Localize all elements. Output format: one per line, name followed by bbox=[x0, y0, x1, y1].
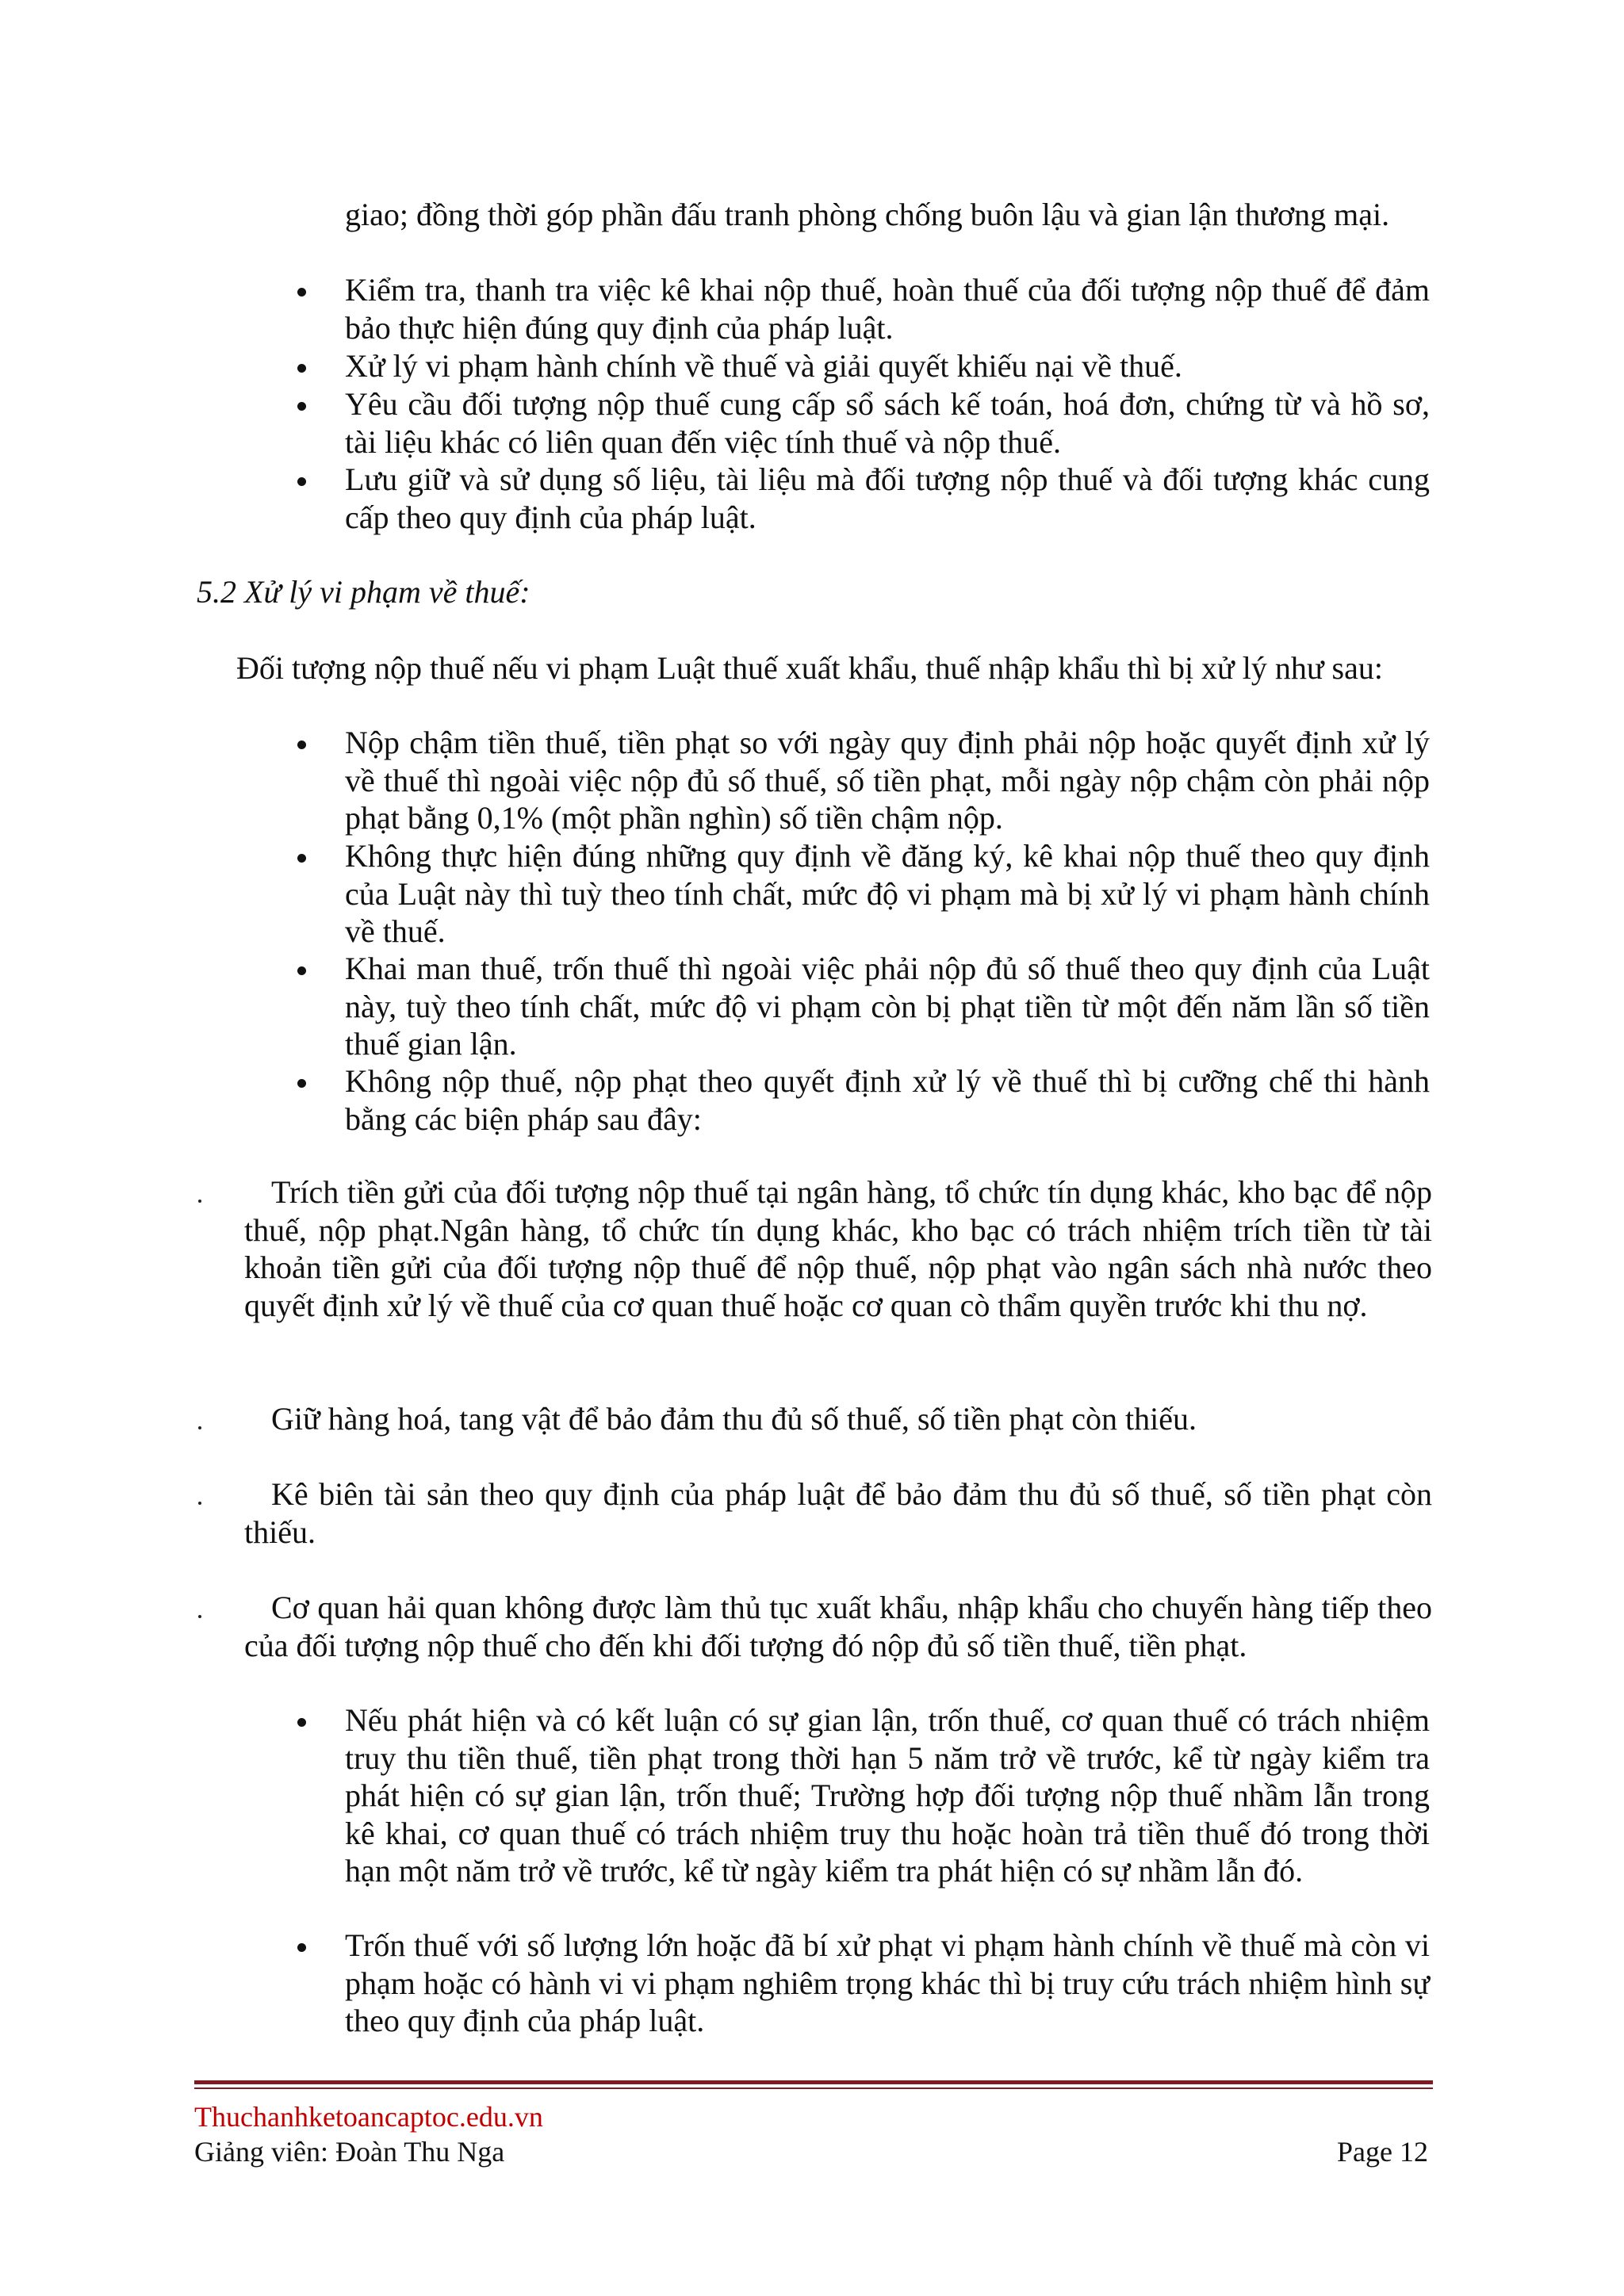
bullet-icon bbox=[297, 364, 306, 373]
measure-item: Cơ quan hải quan không được làm thủ tục xuất khẩu, nhập khẩu cho chuyến hàng tiếp theo của đối tượng nộp thuế cho đến khi đối tượng đó nộp đủ số tiền thuế, tiền phạt. bbox=[244, 1590, 1432, 1663]
footer-rule-thin bbox=[194, 2087, 1433, 2089]
bullet-icon bbox=[297, 966, 306, 975]
bullet-icon bbox=[297, 402, 306, 411]
intro-paragraph: Đối tượng nộp thuế nếu vi phạm Luật thuế xuất khẩu, thuế nhập khẩu thì bị xử lý như sau: bbox=[236, 650, 1383, 686]
section-heading: 5.2 Xử lý vi phạm về thuế: bbox=[197, 574, 530, 610]
list-item: Xử lý vi phạm hành chính về thuế và giải quyết khiếu nại về thuế. bbox=[345, 348, 1182, 384]
list-item: Không thực hiện đúng những quy định về đăng ký, kê khai nộp thuế theo quy định của Luật này thì tuỳ theo tính chất, mức độ vi phạm mà bị xử lý vi phạm hành chính về thuế. bbox=[345, 838, 1430, 949]
page-number: Page 12 bbox=[1337, 2136, 1428, 2168]
footer-lecturer: Giảng viên: Đoàn Thu Nga bbox=[194, 2136, 505, 2168]
bullet-icon bbox=[297, 477, 306, 486]
list-item: Lưu giữ và sử dụng số liệu, tài liệu mà đối tượng nộp thuế và đối tượng khác cung cấp theo quy định của pháp luật. bbox=[345, 461, 1430, 535]
continuation-paragraph: giao; đồng thời góp phần đấu tranh phòng chống buôn lậu và gian lận thương mại. bbox=[345, 197, 1390, 232]
list-item: Kiểm tra, thanh tra việc kê khai nộp thuế, hoàn thuế của đối tượng nộp thuế để đảm bảo thực hiện đúng quy định của pháp luật. bbox=[345, 272, 1430, 346]
footer-website-link[interactable]: Thuchanhketoancaptoc.edu.vn bbox=[194, 2101, 543, 2133]
measure-item: Giữ hàng hoá, tang vật để bảo đảm thu đủ số thuế, số tiền phạt còn thiếu. bbox=[271, 1401, 1197, 1437]
measure-item: Kê biên tài sản theo quy định của pháp luật để bảo đảm thu đủ số thuế, số tiền phạt còn thiếu. bbox=[244, 1476, 1432, 1550]
list-item: Trốn thuế với số lượng lớn hoặc đã bí xử phạt vi phạm hành chính về thuế mà còn vi phạm hoặc có hành vi vi phạm nghiêm trọng khác thì bị truy cứu trách nhiệm hình sự theo quy định của pháp luật. bbox=[345, 1927, 1430, 2038]
list-item: Nếu phát hiện và có kết luận có sự gian lận, trốn thuế, cơ quan thuế có trách nhiệm truy thu tiền thuế, tiền phạt trong thời hạn 5 năm trở về trước, kể từ ngày kiểm tra phát hiện có sự gian lận, trốn thuế; Trường hợp đối tượng nộp thuế nhầm lẫn trong kê khai, cơ quan thuế có trách nhiệm truy thu hoặc hoàn trả tiền thuế đó trong thời hạn một năm trở về trước, kể từ ngày kiểm tra phát hiện có sự nhầm lẫn đó. bbox=[345, 1702, 1430, 1888]
list-item: Nộp chậm tiền thuế, tiền phạt so với ngày quy định phải nộp hoặc quyết định xử lý về thuế thì ngoài việc nộp đủ số thuế, số tiền phạt, mỗi ngày nộp chậm còn phải nộp phạt bằng 0,1% (một phần nghìn) số tiền chậm nộp. bbox=[345, 725, 1430, 836]
middle-dot-icon bbox=[198, 1200, 201, 1203]
middle-dot-icon bbox=[198, 1502, 201, 1505]
bullet-icon bbox=[297, 854, 306, 863]
list-item: Khai man thuế, trốn thuế thì ngoài việc phải nộp đủ số thuế theo quy định của Luật này, tuỳ theo tính chất, mức độ vi phạm còn bị phạt tiền từ một đến năm lần số tiền thuế gian lận. bbox=[345, 951, 1430, 1062]
list-item: Không nộp thuế, nộp phạt theo quyết định xử lý về thuế thì bị cưỡng chế thi hành bằng các biện pháp sau đây: bbox=[345, 1063, 1430, 1137]
middle-dot-icon bbox=[198, 1615, 201, 1618]
bullet-icon bbox=[297, 1718, 306, 1727]
list-item: Yêu cầu đối tượng nộp thuế cung cấp sổ sách kế toán, hoá đơn, chứng từ và hồ sơ, tài liệu khác có liên quan đến việc tính thuế và nộp thuế. bbox=[345, 386, 1430, 460]
bullet-icon bbox=[297, 740, 306, 749]
bullet-icon bbox=[297, 1943, 306, 1952]
middle-dot-icon bbox=[198, 1426, 201, 1429]
bullet-icon bbox=[297, 1079, 306, 1088]
footer-rule-thick bbox=[194, 2080, 1433, 2084]
measure-item: Trích tiền gửi của đối tượng nộp thuế tại ngân hàng, tổ chức tín dụng khác, kho bạc để nộp thuế, nộp phạt.Ngân hàng, tổ chức tín dụng khác, kho bạc có trách nhiệm trích tiền từ tài khoản tiền gửi của đối tượng nộp thuế để nộp thuế, nộp phạt vào ngân sách nhà nước theo quyết định xử lý về thuế của cơ quan thuế hoặc cơ quan cò thẩm quyền trước khi thu nợ. bbox=[244, 1174, 1432, 1323]
bullet-icon bbox=[297, 288, 306, 297]
